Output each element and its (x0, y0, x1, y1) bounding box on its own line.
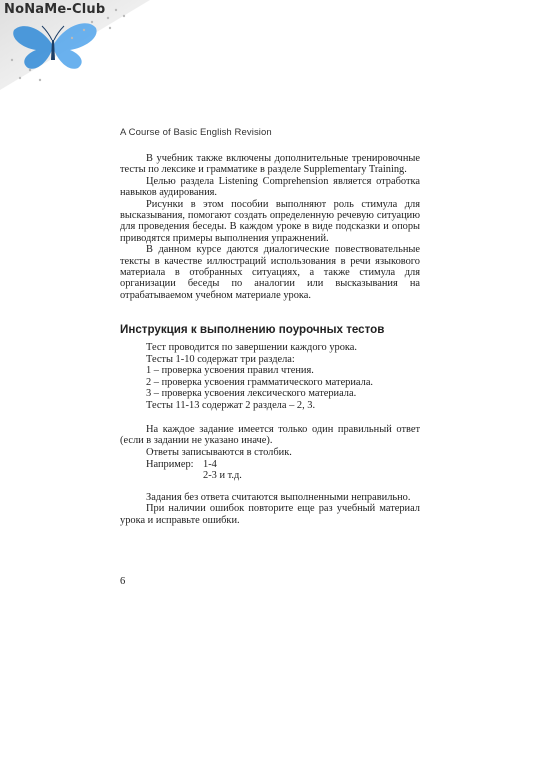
answers-section (120, 424, 420, 458)
example-value-second: 2-3 и т.д. (203, 470, 242, 481)
paragraph: В учебник также включены дополнительные тренировочные тесты по лексике и грамматике в разделе Supplementary Training. (120, 153, 420, 176)
watermark (0, 0, 150, 90)
paragraph: В данном курсе даются диалогические повествовательные тексты в качестве иллюстраций использования в речи языкового материала в отобранных ситуациях, а также стимула для организации беседы по аналогии или высказывания на отрабатываемом учебном материале урока. (120, 244, 420, 301)
instruction-line: Тесты 1-10 содержат три раздела: (146, 353, 295, 365)
example-row (146, 459, 217, 470)
instruction-line: 3 – проверка усвоения лексического материала. (146, 388, 357, 400)
instruction-list (146, 342, 373, 412)
columns-note: Ответы записываются в столбик. (146, 446, 292, 458)
paragraph: При наличии ошибок повторите еще раз учебный материал урока и исправьте ошибки. (120, 503, 420, 526)
page-number: 6 (120, 576, 126, 587)
answer-note: На каждое задание имеется только один правильный ответ (если в задании не указано иначе). (120, 424, 420, 447)
running-head: A Course of Basic English Revision (120, 127, 272, 138)
example-value-first: 1-4 (203, 459, 217, 470)
instruction-line: 1 – проверка усвоения правил чтения. (146, 365, 314, 377)
paragraph: Рисунки в этом пособии выполняют роль стимула для высказывания, помогают создать определенную речевую ситуацию для проведения беседы. В каждом уроке в виде подсказки и опоры приводятся примеры выполнения упражнений. (120, 198, 420, 244)
section-heading: Инструкция к выполнению поурочных тестов (120, 323, 385, 336)
example-label: Например: (146, 459, 194, 470)
instruction-line: 2 – проверка усвоения грамматического материала. (146, 376, 374, 388)
watermark-text: NoNaMe-Club (4, 2, 106, 17)
paragraph: Задания без ответа считаются выполненными неправильно. (146, 492, 411, 503)
instruction-line: Тест проводится по завершении каждого урока. (146, 342, 358, 353)
closing-section (120, 492, 420, 526)
instruction-line: Тесты 11-13 содержат 2 раздела – 2, 3. (146, 399, 316, 411)
paragraph: Целью раздела Listening Comprehension является отработка навыков аудирования. (120, 175, 420, 199)
intro-section (120, 153, 420, 301)
